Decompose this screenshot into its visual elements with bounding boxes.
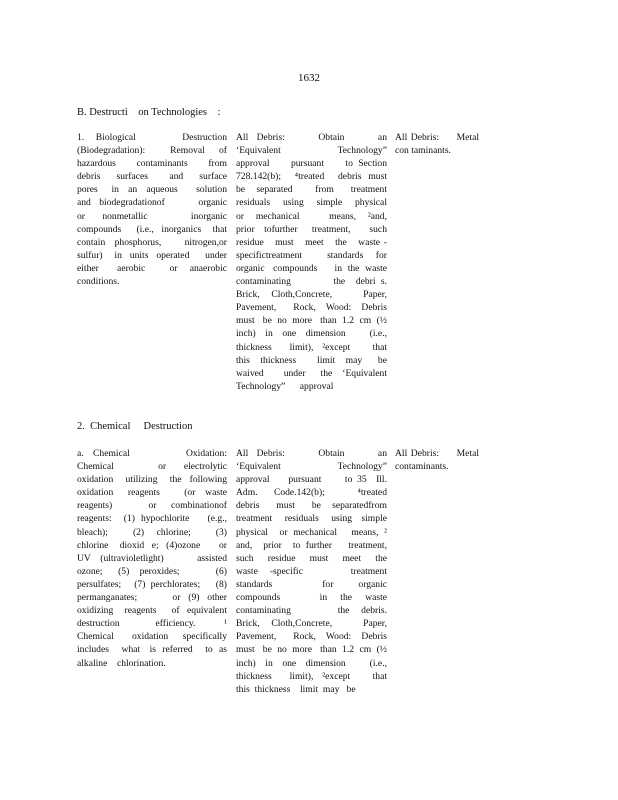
text-line: be separated from treatment <box>236 184 387 196</box>
text-line: contaminating the debri s. <box>236 276 387 288</box>
section-b-heading: B. Destructi on Technologies : <box>77 107 221 118</box>
text-line: contaminating the debris. <box>236 605 387 617</box>
text-line: and, prior to further treatment, <box>236 539 387 551</box>
text-line: pores in an aqueous solution <box>77 184 227 196</box>
text-line: ‘Equivalent Technology” <box>236 145 387 157</box>
text-line: specifictreatment standards for <box>236 249 387 261</box>
text-line: either aerobic or anaerobic <box>77 262 227 274</box>
text-line: thickness limit), ²except that <box>236 670 387 682</box>
text-line: physical or mechanical means, ² <box>236 526 387 538</box>
text-line: All Debris: Metal <box>395 132 479 143</box>
text-line: and biodegradationof organic <box>77 197 227 209</box>
text-line: this thickness limit may be <box>236 683 356 695</box>
text-line: inch) in one dimension (i.e., <box>236 328 387 340</box>
text-line: (Biodegradation): Removal of <box>77 145 227 157</box>
text-line: sulfur) in units operated under <box>77 249 227 261</box>
text-line: includes what is referred to as <box>77 644 227 656</box>
text-line: waste -specific treatment <box>236 565 387 577</box>
text-line: contain phosphorus, nitrogen,or <box>77 236 227 248</box>
text-line: or nonmetallic inorganic <box>77 210 227 222</box>
text-line: treatment residuals using simple <box>236 513 387 525</box>
text-line: prior tofurther treatment, such <box>236 223 387 235</box>
block2-col1 <box>77 447 227 670</box>
text-line: alkaline chlorination. <box>77 657 166 669</box>
text-line: Brick, Cloth,Concrete, Paper, <box>236 289 387 301</box>
page-number: 1632 <box>298 72 320 84</box>
block2-col2 <box>236 447 387 696</box>
text-line: All Debris: Metal <box>395 448 479 459</box>
text-line: approval pursuant to 35 Ill. <box>236 474 387 486</box>
block1-col3 <box>395 131 479 157</box>
text-line: oxidation reagents (or waste <box>77 487 227 499</box>
text-line: debris must be separatedfrom <box>236 500 387 512</box>
text-line: permanganates; or (9) other <box>77 592 227 604</box>
text-line: chlorine dioxid e; (4)ozone or <box>77 539 227 551</box>
text-line: Technology” approval <box>236 380 334 392</box>
text-line: standards for organic <box>236 578 387 590</box>
text-line: UV (ultravioletlight) assisted <box>77 552 227 564</box>
block1-col2 <box>236 131 387 393</box>
section-2-heading: 2. Chemical Destruction <box>77 421 193 432</box>
text-line: Adm. Code.142(b); ⁴treated <box>236 487 387 499</box>
text-line: such residue must meet the <box>236 552 387 564</box>
text-line: reagents) or combinationof <box>77 500 227 512</box>
text-line: inch) in one dimension (i.e., <box>236 657 387 669</box>
text-line: bleach); (2) chlorine; (3) <box>77 526 227 538</box>
text-line: waived under the ‘Equivalent <box>236 367 387 379</box>
text-line: oxidizing reagents of equivalent <box>77 605 227 617</box>
text-line: debris surfaces and surface <box>77 171 227 183</box>
text-line: Pavement, Rock, Wood: Debris <box>236 631 387 643</box>
text-line: Chemical or electrolytic <box>77 461 227 473</box>
text-line: thickness limit), ²except that <box>236 341 387 353</box>
text-line: contaminants. <box>395 461 449 473</box>
text-line: approval pursuant to Section <box>236 158 387 170</box>
text-line: ozone; (5) peroxides; (6) <box>77 565 227 577</box>
text-line: Chemical oxidation specifically <box>77 631 227 643</box>
text-line: residue must meet the waste - <box>236 236 387 248</box>
block2-col3 <box>395 447 479 473</box>
text-line: ‘Equivalent Technology” <box>236 461 387 473</box>
text-line: conditions. <box>77 276 120 288</box>
text-line: Brick, Cloth,Concrete, Paper, <box>236 618 387 630</box>
text-line: con taminants. <box>395 145 451 157</box>
text-line: must be no more than 1.2 cm (½ <box>236 644 387 656</box>
text-line: Pavement, Rock, Wood: Debris <box>236 302 387 314</box>
text-line: destruction efficiency. ¹ <box>77 618 227 630</box>
block1-col1 <box>77 131 227 288</box>
text-line: compounds in the waste <box>236 592 387 604</box>
text-line: All Debris: Obtain an <box>236 132 387 143</box>
text-line: organic compounds in the waste <box>236 262 387 274</box>
text-line: residuals using simple physical <box>236 197 387 209</box>
text-line: hazardous contaminants from <box>77 158 227 170</box>
text-line: persulfates; (7) perchlorates; (8) <box>77 578 227 590</box>
text-line: reagents: (1) hypochlorite (e.g., <box>77 513 227 525</box>
text-line: or mechanical means, ²and, <box>236 210 387 222</box>
text-line: All Debris: Obtain an <box>236 448 387 459</box>
text-line: 728.142(b); ⁴treated debris must <box>236 171 387 183</box>
text-line: must be no more than 1.2 cm (½ <box>236 315 387 327</box>
text-line: compounds (i.e., inorganics that <box>77 223 227 235</box>
text-line: a. Chemical Oxidation: <box>77 448 227 459</box>
text-line: oxidation utilizing the following <box>77 474 227 486</box>
text-line: this thickness limit may be <box>236 354 387 366</box>
text-line: 1. Biological Destruction <box>77 132 227 143</box>
